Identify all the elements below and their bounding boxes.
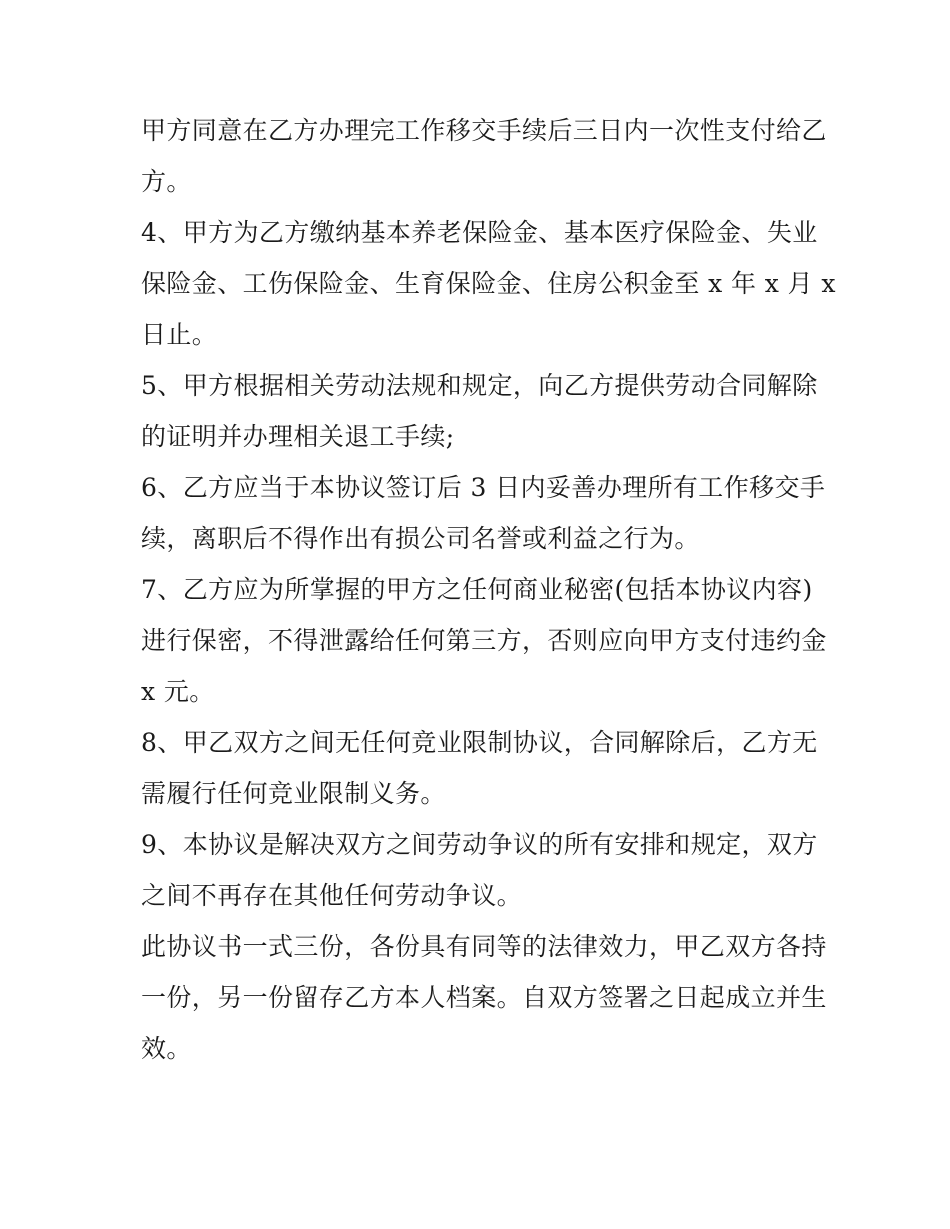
text-line: 甲方同意在乙方办理完工作移交手续后三日内一次性支付给乙	[141, 116, 827, 145]
paragraph-clause-8	[141, 717, 831, 819]
paragraph-clause-6	[141, 462, 831, 564]
paragraph-payment-continuation	[141, 105, 831, 207]
paragraph-closing	[141, 921, 831, 1074]
text-line: x 元。	[141, 677, 215, 706]
text-line: 方。	[141, 167, 192, 196]
text-line: 保险金、工伤保险金、生育保险金、住房公积金至 x 年 x 月 x	[141, 269, 836, 298]
text-line: 效。	[141, 1034, 192, 1063]
text-line: 9、本协议是解决双方之间劳动争议的所有安排和规定，双方	[141, 830, 818, 859]
text-line: 日止。	[141, 320, 218, 349]
document-body	[141, 105, 836, 1074]
text-line: 一份，另一份留存乙方本人档案。自双方签署之日起成立并生	[141, 983, 827, 1012]
text-line: 6、乙方应当于本协议签订后 3 日内妥善办理所有工作移交手	[141, 473, 826, 502]
text-line: 之间不再存在其他任何劳动争议。	[141, 881, 523, 910]
text-line: 5、甲方根据相关劳动法规和规定，向乙方提供劳动合同解除	[141, 371, 818, 400]
text-line: 续，离职后不得作出有损公司名誉或利益之行为。	[141, 524, 700, 553]
text-line: 的证明并办理相关退工手续;	[141, 422, 455, 451]
text-line: 4、甲方为乙方缴纳基本养老保险金、基本医疗保险金、失业	[141, 218, 818, 247]
text-line: 7、乙方应为所掌握的甲方之任何商业秘密(包括本协议内容)	[141, 575, 813, 604]
text-line: 需履行任何竞业限制义务。	[141, 779, 446, 808]
text-line: 进行保密，不得泄露给任何第三方，否则应向甲方支付违约金	[141, 626, 827, 655]
paragraph-clause-7	[141, 564, 831, 717]
text-line: 8、甲乙双方之间无任何竞业限制协议，合同解除后，乙方无	[141, 728, 818, 757]
paragraph-clause-5	[141, 360, 831, 462]
paragraph-clause-4	[141, 207, 836, 360]
paragraph-clause-9	[141, 819, 831, 921]
text-line: 此协议书一式三份，各份具有同等的法律效力，甲乙双方各持	[141, 932, 827, 961]
